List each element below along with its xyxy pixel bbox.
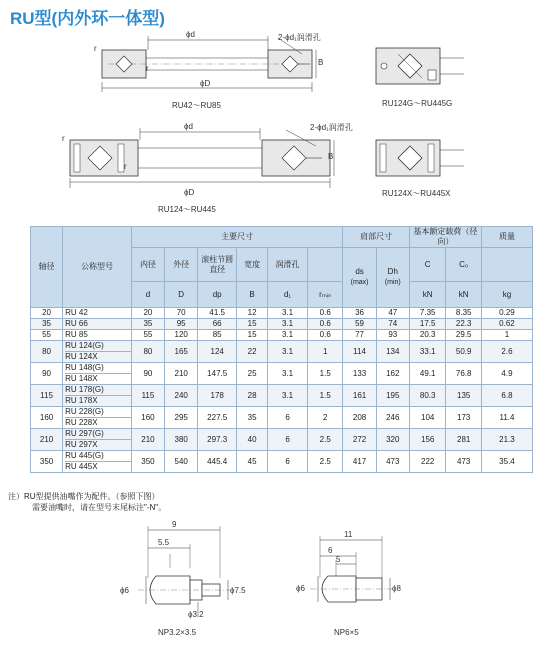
spec-table-body	[31, 308, 533, 473]
cell-r: 1.5	[307, 363, 342, 385]
cell-kg: 11.4	[481, 407, 532, 429]
cell-c0: 29.5	[446, 330, 481, 341]
cell-model	[63, 451, 132, 473]
th-unit-D: D	[165, 282, 198, 308]
cell-r: 0.6	[307, 308, 342, 319]
cell-ds: 208	[343, 407, 376, 429]
cell-dh: 47	[376, 308, 409, 319]
cell-ds: 272	[343, 429, 376, 451]
cell-c0: 135	[446, 385, 481, 407]
th-unit-dp: dp	[198, 282, 237, 308]
cell-c: 156	[409, 429, 446, 451]
th-lube: 润滑孔	[268, 248, 308, 282]
cell-kg: 21.3	[481, 429, 532, 451]
cell-dp: 41.5	[198, 308, 237, 319]
np6-dim-6: 6	[328, 546, 333, 555]
th-blank	[307, 248, 342, 282]
cell-shaft: 350	[31, 451, 63, 473]
th-dh-sub: (min)	[384, 279, 401, 286]
cell-shaft: 80	[31, 341, 63, 363]
cell-dp: 227.5	[198, 407, 237, 429]
cell-kg: 4.9	[481, 363, 532, 385]
cell-shaft: 115	[31, 385, 63, 407]
cell-d1: 6	[268, 451, 308, 473]
cell-dh: 162	[376, 363, 409, 385]
cell-dh: 320	[376, 429, 409, 451]
cell-d: 115	[131, 385, 164, 407]
th-ds-sub: (max)	[350, 279, 369, 286]
cell-B: 45	[237, 451, 268, 473]
np6-dim-phi8: ϕ8	[392, 584, 401, 593]
model-name: RU 178X	[65, 395, 131, 406]
cell-D: 240	[165, 385, 198, 407]
cell-c0: 8.35	[446, 308, 481, 319]
label-D-mid: ϕD	[184, 188, 195, 197]
label-r2: r	[146, 64, 149, 73]
cell-shaft: 55	[31, 330, 63, 341]
table-row	[31, 308, 533, 319]
model-name: RU 445(G)	[65, 451, 104, 460]
diagram-np6	[296, 530, 416, 622]
th-ds	[343, 248, 376, 308]
cell-c: 20.3	[409, 330, 446, 341]
np32-dim-phi32: ϕ3.2	[188, 610, 204, 619]
cell-kg: 6.8	[481, 385, 532, 407]
np6-dim-phi6: ϕ6	[296, 584, 305, 593]
page-title: RU型(内外环一体型)	[10, 9, 165, 28]
cell-kg: 0.29	[481, 308, 532, 319]
cell-c: 49.1	[409, 363, 446, 385]
th-mass: 质量	[481, 227, 532, 248]
note-line-2: 需要油嘴时，请在型号末尾标注"-N"。	[32, 503, 167, 512]
cell-shaft: 210	[31, 429, 63, 451]
th-unit-kg: kg	[481, 282, 532, 308]
label-r: r	[94, 44, 97, 53]
np32-caption: NP3.2×3.5	[158, 628, 197, 637]
cell-D: 95	[165, 319, 198, 330]
model-name: RU 42	[65, 308, 88, 317]
cell-r: 1	[307, 341, 342, 363]
th-shoulder: 肩部尺寸	[343, 227, 409, 248]
th-dh-label: Dh	[387, 267, 398, 276]
cell-dh: 195	[376, 385, 409, 407]
cell-kg: 0.62	[481, 319, 532, 330]
caption-ru124: RU124～RU445	[158, 205, 216, 214]
th-shaft: 轴径	[31, 227, 63, 308]
cell-shaft: 90	[31, 363, 63, 385]
note-line-1: 注）RU型提供油嘴作为配件。（参照下图）	[8, 492, 160, 501]
cell-c0: 173	[446, 407, 481, 429]
cell-ds: 417	[343, 451, 376, 473]
cell-r: 2.5	[307, 429, 342, 451]
cell-c: 222	[409, 451, 446, 473]
label-d: ϕd	[186, 30, 195, 39]
th-unit-B: B	[237, 282, 268, 308]
cell-dh: 473	[376, 451, 409, 473]
cell-dh: 74	[376, 319, 409, 330]
th-main-dims: 主要尺寸	[131, 227, 343, 248]
th-c0: C₀	[446, 248, 481, 282]
cell-c: 17.5	[409, 319, 446, 330]
cell-c0: 473	[446, 451, 481, 473]
cell-d1: 6	[268, 407, 308, 429]
cell-dp: 124	[198, 341, 237, 363]
cell-ds: 36	[343, 308, 376, 319]
cell-c: 7.35	[409, 308, 446, 319]
cell-r: 0.6	[307, 319, 342, 330]
table-row	[31, 363, 533, 385]
cell-kg: 35.4	[481, 451, 532, 473]
table-row	[31, 319, 533, 330]
label-D: ϕD	[200, 79, 211, 88]
cell-dp: 85	[198, 330, 237, 341]
np32-dim-55: 5.5	[158, 538, 170, 547]
diagram-np32	[118, 518, 258, 622]
cell-D: 210	[165, 363, 198, 385]
th-unit-kn2: kN	[446, 282, 481, 308]
cell-d: 20	[131, 308, 164, 319]
label-d-mid: ϕd	[184, 122, 193, 131]
cell-dp: 147.5	[198, 363, 237, 385]
cell-B: 40	[237, 429, 268, 451]
cell-ds: 114	[343, 341, 376, 363]
cell-D: 165	[165, 341, 198, 363]
caption-ru124x: RU124X～RU445X	[382, 189, 451, 198]
model-name: RU 85	[65, 330, 88, 339]
th-inner: 内径	[131, 248, 164, 282]
cell-kg: 1	[481, 330, 532, 341]
model-name: RU 124(G)	[65, 341, 104, 350]
cell-D: 120	[165, 330, 198, 341]
th-unit-kn1: kN	[409, 282, 446, 308]
label-r-mid2: r	[124, 162, 127, 171]
caption-ru124g: RU124G～RU445G	[382, 99, 453, 108]
model-name: RU 148X	[65, 373, 131, 384]
label-hole: 2-ϕd₁润滑孔	[278, 33, 321, 42]
cell-c: 80.3	[409, 385, 446, 407]
cell-ds: 161	[343, 385, 376, 407]
cell-dp: 297.3	[198, 429, 237, 451]
cell-B: 15	[237, 319, 268, 330]
cell-d: 80	[131, 341, 164, 363]
model-name: RU 445X	[65, 461, 131, 472]
th-mass-blank	[481, 248, 532, 282]
np32-dim-9: 9	[172, 520, 177, 529]
np6-dim-11: 11	[344, 530, 353, 539]
th-outer: 外径	[165, 248, 198, 282]
cell-model	[63, 330, 132, 341]
th-model: 公称型号	[63, 227, 132, 308]
th-width: 宽度	[237, 248, 268, 282]
th-load: 基本额定载荷（径向）	[409, 227, 481, 248]
cell-d: 55	[131, 330, 164, 341]
table-row	[31, 385, 533, 407]
diagram-ru124g	[374, 46, 466, 88]
th-ds-label: ds	[355, 267, 364, 276]
cell-shaft: 160	[31, 407, 63, 429]
th-roller: 滚柱节圆直径	[198, 248, 237, 282]
cell-d: 90	[131, 363, 164, 385]
cell-dh: 246	[376, 407, 409, 429]
cell-dh: 93	[376, 330, 409, 341]
cell-d1: 3.1	[268, 363, 308, 385]
np32-dim-phi75: ϕ7.5	[230, 586, 246, 595]
cell-B: 28	[237, 385, 268, 407]
cell-kg: 2.6	[481, 341, 532, 363]
th-unit-d: d	[131, 282, 164, 308]
cell-c0: 281	[446, 429, 481, 451]
cell-d: 35	[131, 319, 164, 330]
cell-d1: 3.1	[268, 308, 308, 319]
cell-model	[63, 308, 132, 319]
caption-ru42: RU42～RU85	[172, 101, 221, 110]
label-B: B	[318, 58, 324, 67]
cell-B: 35	[237, 407, 268, 429]
cell-dp: 445.4	[198, 451, 237, 473]
cell-D: 70	[165, 308, 198, 319]
cell-model	[63, 385, 132, 407]
cell-r: 2	[307, 407, 342, 429]
cell-c0: 22.3	[446, 319, 481, 330]
label-B-mid: B	[328, 152, 334, 161]
label-r-mid: r	[62, 134, 65, 143]
model-name: RU 124X	[65, 351, 131, 362]
th-c: C	[409, 248, 446, 282]
cell-d: 350	[131, 451, 164, 473]
cell-ds: 133	[343, 363, 376, 385]
cell-r: 0.6	[307, 330, 342, 341]
th-dh	[376, 248, 409, 308]
cell-d1: 3.1	[268, 341, 308, 363]
cell-ds: 59	[343, 319, 376, 330]
cell-d1: 3.1	[268, 385, 308, 407]
cell-shaft: 20	[31, 308, 63, 319]
table-row	[31, 451, 533, 473]
cell-D: 380	[165, 429, 198, 451]
notes	[8, 491, 166, 513]
model-name: RU 148(G)	[65, 363, 104, 372]
model-name: RU 178(G)	[65, 385, 104, 394]
table-row	[31, 341, 533, 363]
cell-d1: 6	[268, 429, 308, 451]
th-unit-d1: d₁	[268, 282, 308, 308]
cell-D: 295	[165, 407, 198, 429]
cell-dh: 134	[376, 341, 409, 363]
cell-model	[63, 407, 132, 429]
cell-d1: 3.1	[268, 319, 308, 330]
spec-table	[30, 226, 533, 473]
cell-B: 12	[237, 308, 268, 319]
table-row	[31, 407, 533, 429]
cell-d1: 3.1	[268, 330, 308, 341]
cell-c0: 76.8	[446, 363, 481, 385]
th-unit-rmin: rₘᵢₙ	[307, 282, 342, 308]
model-name: RU 228X	[65, 417, 131, 428]
cell-dp: 66	[198, 319, 237, 330]
cell-d: 210	[131, 429, 164, 451]
diagram-ru124x	[374, 138, 466, 180]
cell-c: 33.1	[409, 341, 446, 363]
cell-ds: 77	[343, 330, 376, 341]
cell-dp: 178	[198, 385, 237, 407]
cell-model	[63, 341, 132, 363]
np6-dim-5: 5	[336, 555, 341, 564]
model-name: RU 297(G)	[65, 429, 104, 438]
cell-c: 104	[409, 407, 446, 429]
cell-c0: 50.9	[446, 341, 481, 363]
cell-shaft: 35	[31, 319, 63, 330]
cell-B: 25	[237, 363, 268, 385]
cell-model	[63, 363, 132, 385]
model-name: RU 228(G)	[65, 407, 104, 416]
label-hole-mid: 2-ϕd₁润滑孔	[310, 123, 353, 132]
model-name: RU 66	[65, 319, 88, 328]
cell-model	[63, 319, 132, 330]
cell-r: 2.5	[307, 451, 342, 473]
np32-dim-phi6: ϕ6	[120, 586, 129, 595]
cell-B: 15	[237, 330, 268, 341]
cell-D: 540	[165, 451, 198, 473]
cell-d: 160	[131, 407, 164, 429]
model-name: RU 297X	[65, 439, 131, 450]
np6-caption: NP6×5	[334, 628, 359, 637]
table-row	[31, 429, 533, 451]
diagram-ru124-445	[60, 120, 340, 200]
table-row	[31, 330, 533, 341]
cell-r: 1.5	[307, 385, 342, 407]
cell-model	[63, 429, 132, 451]
cell-B: 22	[237, 341, 268, 363]
